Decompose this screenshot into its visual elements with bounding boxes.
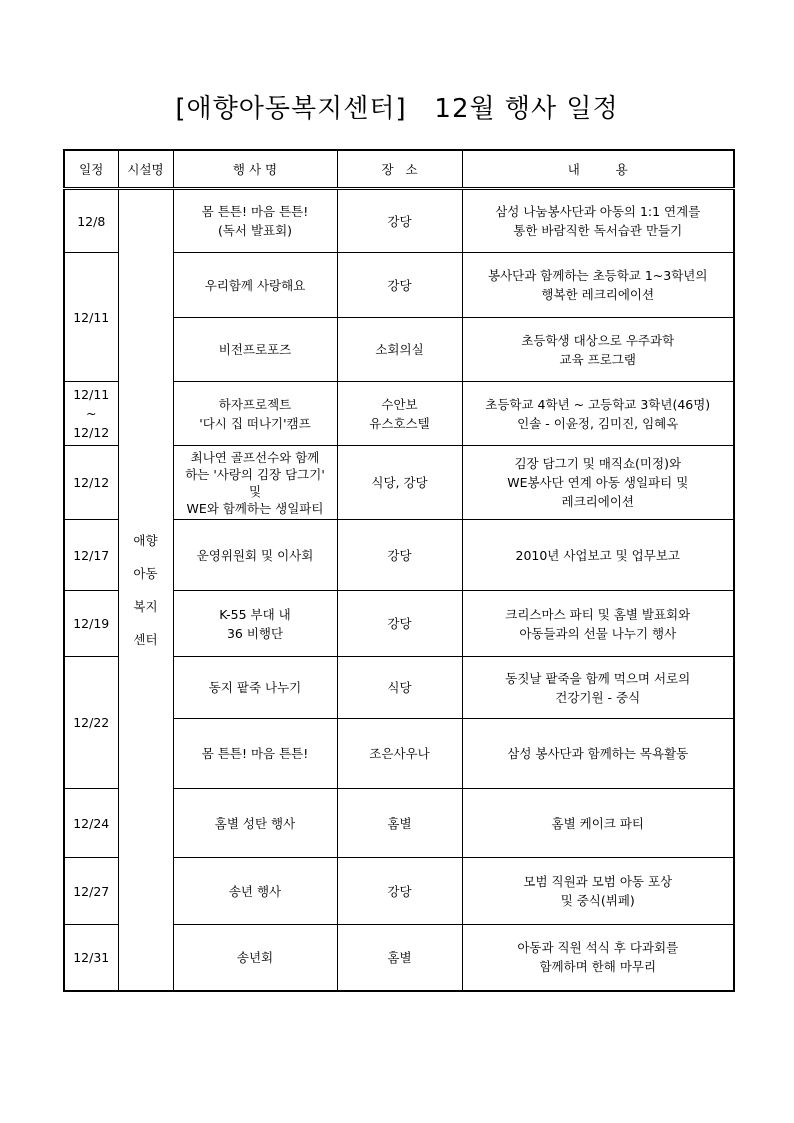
header-content: 내 용 bbox=[462, 150, 734, 189]
facility-line: 아동 bbox=[133, 565, 158, 581]
place-cell bbox=[337, 789, 462, 858]
place-line: 강당 bbox=[387, 547, 412, 563]
event-line: (독서 발표회) bbox=[217, 223, 293, 238]
place-cell bbox=[337, 318, 462, 382]
content-line: 초등학교 4학년 ~ 고등학교 3학년(46명) bbox=[485, 396, 711, 412]
place-cell bbox=[337, 591, 462, 657]
content-line: 초등학생 대상으로 우주과학 bbox=[521, 332, 675, 348]
facility-line: 복지 bbox=[133, 598, 158, 614]
content-line: 통한 바람직한 독서습관 만들기 bbox=[513, 223, 683, 238]
content-cell bbox=[462, 446, 734, 520]
date-line: ~ bbox=[86, 406, 97, 421]
content-cell bbox=[462, 657, 734, 719]
event-cell bbox=[173, 657, 337, 719]
content-line: 크리스마스 파티 및 홈별 발표회와 bbox=[505, 606, 691, 622]
content-line: 교육 프로그램 bbox=[559, 351, 636, 367]
place-line: 강당 bbox=[387, 616, 412, 631]
place-line: 식당, 강당 bbox=[371, 475, 428, 490]
event-cell bbox=[173, 318, 337, 382]
place-cell bbox=[337, 657, 462, 719]
place-line: 수안보 bbox=[381, 396, 418, 412]
event-line: 송년 행사 bbox=[228, 883, 282, 899]
event-cell bbox=[173, 789, 337, 858]
event-line: 송년회 bbox=[236, 949, 274, 965]
place-line: 유스호스텔 bbox=[369, 415, 430, 431]
event-line: 36 비행단 bbox=[226, 625, 284, 641]
content-cell bbox=[462, 253, 734, 318]
content-line: 행복한 레크리에이션 bbox=[541, 287, 655, 302]
event-cell bbox=[173, 189, 337, 253]
place-line: 강당 bbox=[387, 277, 412, 293]
table-header-row bbox=[64, 150, 734, 189]
event-line: 홈별 성탄 행사 bbox=[214, 815, 296, 831]
content-line: 건강기원 - 중식 bbox=[555, 689, 641, 705]
place-line: 홈별 bbox=[387, 949, 412, 965]
content-line: 아동들과의 선물 나누기 행사 bbox=[519, 625, 677, 641]
content-cell bbox=[462, 189, 734, 253]
date-cell: 12/17 bbox=[64, 520, 118, 591]
content-line: 삼성 봉사단과 함께하는 목욕활동 bbox=[507, 746, 689, 761]
content-cell bbox=[462, 520, 734, 591]
event-cell bbox=[173, 719, 337, 789]
table-row bbox=[64, 189, 734, 253]
event-line: 하는 '사랑의 김장 담그기' bbox=[185, 466, 325, 482]
header-event: 행 사 명 bbox=[173, 150, 337, 189]
facility-line: 센터 bbox=[133, 631, 158, 647]
event-line: 운영위원회 및 이사회 bbox=[196, 547, 314, 563]
page-title: [애향아동복지센터] 12월 행사 일정 bbox=[175, 94, 619, 124]
place-cell bbox=[337, 253, 462, 318]
content-line: 인솔 - 이윤정, 김미진, 임혜옥 bbox=[517, 415, 679, 431]
place-cell bbox=[337, 925, 462, 991]
place-line: 소회의실 bbox=[375, 342, 424, 357]
header-date: 일정 bbox=[64, 150, 118, 189]
content-cell bbox=[462, 858, 734, 925]
date-cell bbox=[64, 382, 118, 446]
event-line: WE와 함께하는 생일파티 bbox=[186, 500, 324, 516]
facility-cell bbox=[118, 189, 173, 991]
content-cell bbox=[462, 382, 734, 446]
date-cell: 12/8 bbox=[64, 189, 118, 253]
date-cell: 12/19 bbox=[64, 591, 118, 657]
content-cell bbox=[462, 925, 734, 991]
event-cell bbox=[173, 382, 337, 446]
date-cell: 12/24 bbox=[64, 789, 118, 858]
date-line: 12/11 bbox=[73, 387, 110, 402]
content-line: 김장 담그기 및 매직쇼(미정)와 bbox=[514, 456, 682, 471]
content-line: 레크리에이션 bbox=[561, 494, 634, 509]
event-line: 몸 튼튼! 마음 튼튼! bbox=[201, 746, 309, 761]
event-cell bbox=[173, 925, 337, 991]
event-line: 비전프로포즈 bbox=[218, 342, 292, 357]
place-line: 강당 bbox=[387, 213, 412, 229]
content-cell bbox=[462, 719, 734, 789]
event-line: K-55 부대 내 bbox=[219, 606, 291, 622]
event-line: '다시 집 떠나기'캠프 bbox=[199, 415, 311, 431]
place-cell bbox=[337, 520, 462, 591]
date-cell: 12/11 bbox=[64, 253, 118, 382]
event-line: 우리함께 사랑해요 bbox=[204, 277, 306, 293]
date-cell: 12/31 bbox=[64, 925, 118, 991]
content-line: 모범 직원과 모범 아동 포상 bbox=[523, 874, 673, 889]
event-cell bbox=[173, 253, 337, 318]
event-line: 하자프로젝트 bbox=[218, 396, 292, 412]
event-cell bbox=[173, 858, 337, 925]
header-place: 장 소 bbox=[337, 150, 462, 189]
event-line: 동지 팥죽 나누기 bbox=[208, 680, 302, 695]
place-line: 조은사우나 bbox=[369, 746, 430, 761]
place-line: 홈별 bbox=[387, 815, 412, 831]
place-cell bbox=[337, 382, 462, 446]
event-schedule-table bbox=[63, 149, 735, 992]
content-line: WE봉사단 연계 아동 생일파티 및 bbox=[507, 475, 689, 490]
content-line: 봉사단과 함께하는 초등학교 1~3학년의 bbox=[488, 268, 708, 283]
place-cell bbox=[337, 446, 462, 520]
content-line: 동짓날 팥죽을 함께 먹으며 서로의 bbox=[505, 670, 691, 686]
date-line: 12/12 bbox=[73, 425, 110, 440]
place-line: 식당 bbox=[387, 680, 412, 695]
content-line: 함께하며 한해 마무리 bbox=[539, 959, 657, 975]
content-line: 삼성 나눔봉사단과 아동의 1:1 연계를 bbox=[495, 204, 701, 219]
facility-line: 애향 bbox=[133, 532, 158, 548]
content-line: 및 중식(뷔페) bbox=[560, 893, 635, 908]
event-line: 및 bbox=[248, 483, 262, 499]
content-line: 홈별 케이크 파티 bbox=[551, 815, 644, 831]
date-cell: 12/22 bbox=[64, 657, 118, 789]
content-line: 2010년 사업보고 및 업무보고 bbox=[515, 547, 680, 563]
date-cell: 12/12 bbox=[64, 446, 118, 520]
header-facility: 시설명 bbox=[118, 150, 173, 189]
content-line: 아동과 직원 석식 후 다과회를 bbox=[517, 940, 679, 956]
event-line: 몸 튼튼! 마음 튼튼! bbox=[201, 204, 309, 219]
place-line: 강당 bbox=[387, 883, 412, 899]
date-cell: 12/27 bbox=[64, 858, 118, 925]
place-cell bbox=[337, 719, 462, 789]
content-cell bbox=[462, 591, 734, 657]
event-cell bbox=[173, 591, 337, 657]
event-line: 최나연 골프선수와 함께 bbox=[190, 449, 320, 465]
event-cell bbox=[173, 446, 337, 520]
place-cell bbox=[337, 189, 462, 253]
content-cell bbox=[462, 789, 734, 858]
event-cell bbox=[173, 520, 337, 591]
content-cell bbox=[462, 318, 734, 382]
place-cell bbox=[337, 858, 462, 925]
